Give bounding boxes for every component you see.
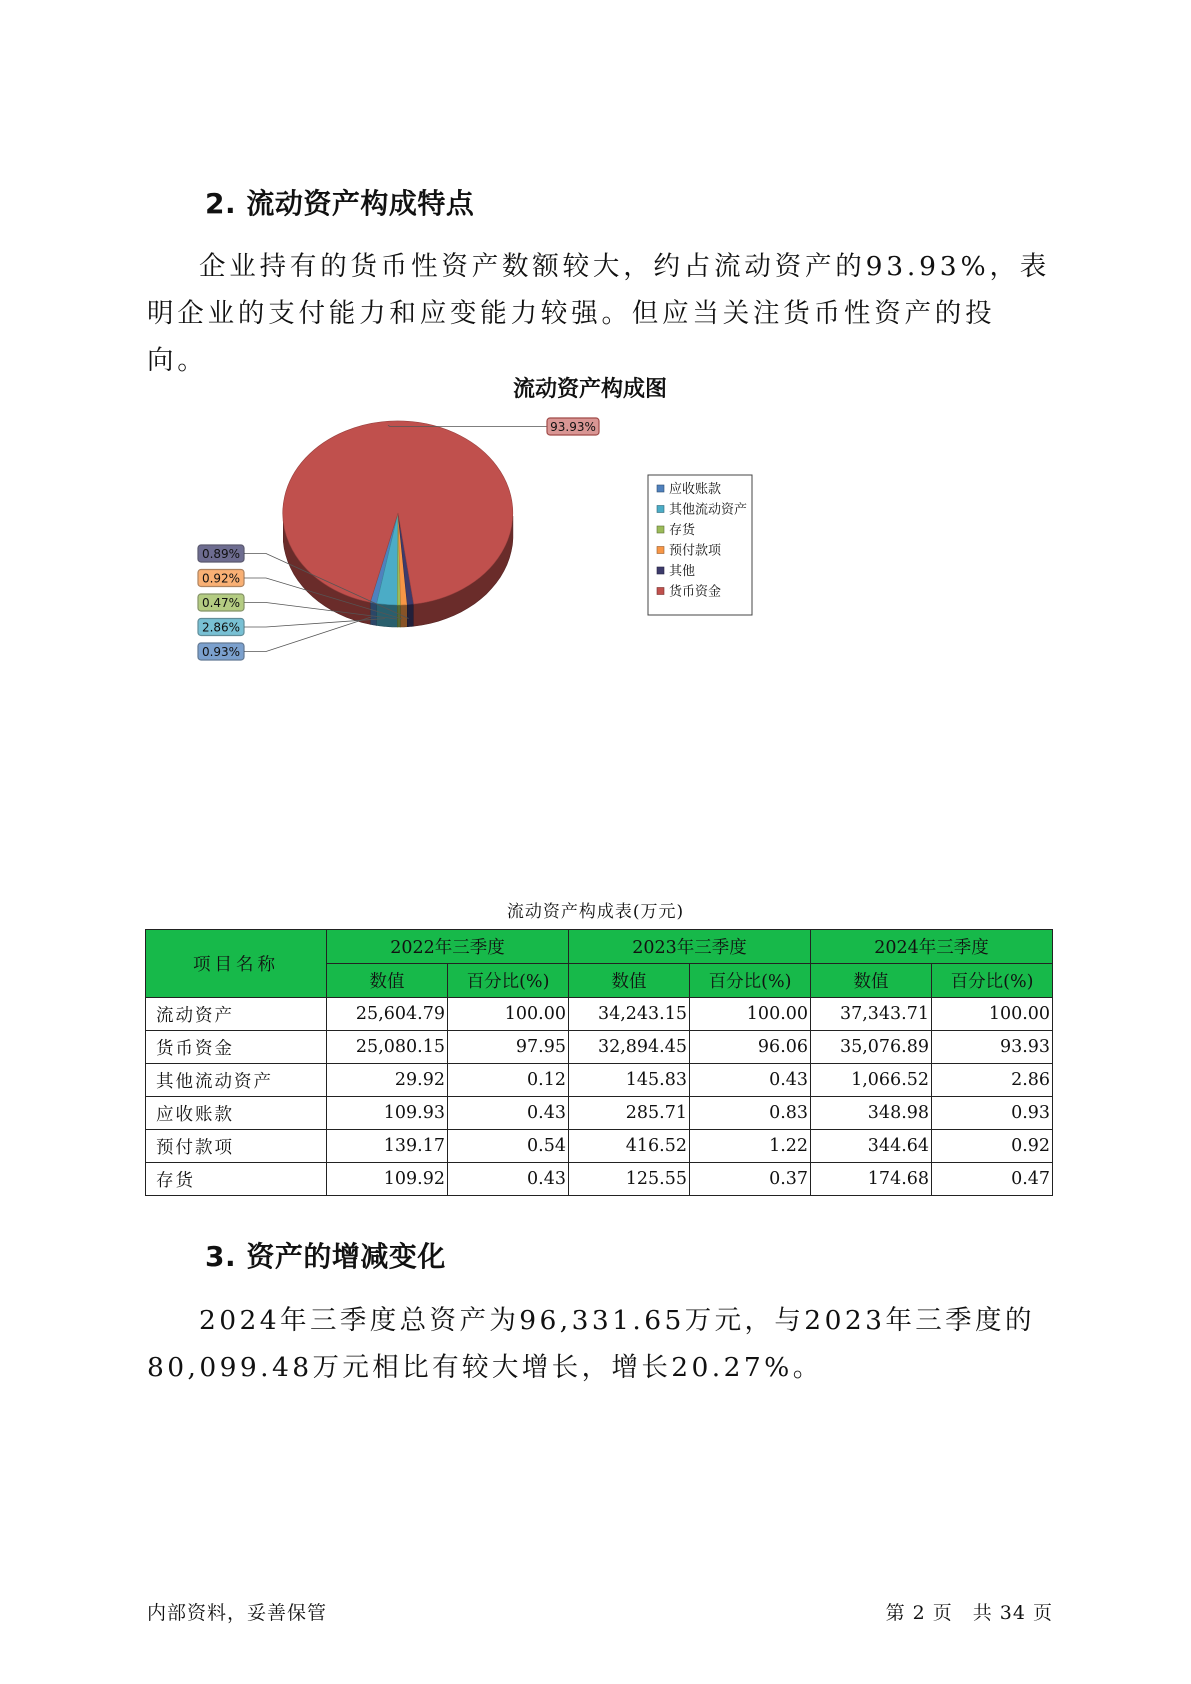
legend-swatch <box>657 588 664 595</box>
value-cell: 1,066.52 <box>811 1064 932 1097</box>
legend-swatch <box>657 526 664 533</box>
table-row <box>146 1031 1053 1064</box>
table-header-row <box>146 930 1053 964</box>
percent-cell: 0.37 <box>690 1163 811 1196</box>
data-label: 2.86% <box>201 620 241 635</box>
data-label: 93.93% <box>550 420 596 434</box>
value-cell: 285.71 <box>569 1097 690 1130</box>
pie-slice-side <box>407 604 413 627</box>
data-label: 0.92% <box>201 571 241 586</box>
percent-cell: 0.93 <box>932 1097 1053 1130</box>
value-cell: 344.64 <box>811 1130 932 1163</box>
percent-cell: 100.00 <box>448 998 569 1031</box>
value-header: 数值 <box>811 964 932 998</box>
value-cell: 35,076.89 <box>811 1031 932 1064</box>
row-item-name: 流动资产 <box>146 998 327 1031</box>
item-name-header: 项目名称 <box>146 930 327 998</box>
value-cell: 139.17 <box>327 1130 448 1163</box>
value-cell: 348.98 <box>811 1097 932 1130</box>
percent-cell: 0.47 <box>932 1163 1053 1196</box>
percent-header: 百分比(%) <box>690 964 811 998</box>
section-heading: 2. 流动资产构成特点 <box>205 187 475 220</box>
value-header: 数值 <box>569 964 690 998</box>
pie-slice-side <box>377 603 398 627</box>
table-row <box>146 1064 1053 1097</box>
label-leader-line <box>244 617 372 652</box>
legend-swatch <box>657 506 664 513</box>
percent-cell: 0.43 <box>448 1097 569 1130</box>
percent-cell: 0.12 <box>448 1064 569 1097</box>
legend-label: 存货 <box>669 523 696 538</box>
percent-cell: 0.43 <box>448 1163 569 1196</box>
period-header: 2024年三季度 <box>811 930 1053 964</box>
legend-label: 应收账款 <box>669 482 722 497</box>
table-row <box>146 1163 1053 1196</box>
value-cell: 25,604.79 <box>327 998 448 1031</box>
section-heading: 3. 资产的增减变化 <box>205 1240 446 1273</box>
footer-confidential-note: 内部资料，妥善保管 <box>147 1602 328 1624</box>
pie-chart <box>140 360 1040 780</box>
pie-slice-side <box>397 605 400 627</box>
value-cell: 125.55 <box>569 1163 690 1196</box>
percent-cell: 100.00 <box>690 998 811 1031</box>
legend-label: 货币资金 <box>669 584 722 600</box>
value-cell: 32,894.45 <box>569 1031 690 1064</box>
data-label: 0.47% <box>201 596 241 610</box>
value-cell: 174.68 <box>811 1163 932 1196</box>
percent-cell: 97.95 <box>448 1031 569 1064</box>
value-cell: 25,080.15 <box>327 1031 448 1064</box>
table-caption: 流动资产构成表(万元) <box>506 902 685 922</box>
period-header: 2023年三季度 <box>569 930 811 964</box>
legend-swatch <box>657 567 664 574</box>
percent-header: 百分比(%) <box>932 964 1053 998</box>
legend-label: 其他 <box>669 564 696 579</box>
value-cell: 145.83 <box>569 1064 690 1097</box>
legend-swatch <box>657 485 664 492</box>
table-row <box>146 1097 1053 1130</box>
row-item-name: 应收账款 <box>146 1097 327 1130</box>
value-cell: 29.92 <box>327 1064 448 1097</box>
legend-label: 预付款项 <box>669 543 722 559</box>
chart-title: 流动资产构成图 <box>512 377 667 402</box>
period-header: 2022年三季度 <box>327 930 569 964</box>
section-paragraph: 企业持有的货币性资产数额较大，约占流动资产的93.93%，表明企业的支付能力和应变能力较强。但应当关注货币性资产的投向。 <box>147 251 1051 376</box>
pie-slice-side <box>370 602 377 625</box>
legend-label: 其他流动资产 <box>669 502 748 518</box>
footer-page-number: 第 2 页 共 34 页 <box>885 1602 1053 1624</box>
percent-cell: 0.83 <box>690 1097 811 1130</box>
value-cell: 34,243.15 <box>569 998 690 1031</box>
table-row <box>146 1130 1053 1163</box>
data-label: 0.93% <box>201 645 241 659</box>
percent-cell: 93.93 <box>932 1031 1053 1064</box>
value-cell: 37,343.71 <box>811 998 932 1031</box>
value-cell: 109.93 <box>327 1097 448 1130</box>
legend-swatch <box>657 547 664 554</box>
row-item-name: 其他流动资产 <box>146 1064 327 1097</box>
value-cell: 416.52 <box>569 1130 690 1163</box>
value-header: 数值 <box>327 964 448 998</box>
table-row <box>146 998 1053 1031</box>
percent-cell: 2.86 <box>932 1064 1053 1097</box>
row-item-name: 预付款项 <box>146 1130 327 1163</box>
data-table <box>145 929 1053 1196</box>
percent-cell: 100.00 <box>932 998 1053 1031</box>
pie-slice-side <box>401 605 408 627</box>
row-item-name: 货币资金 <box>146 1031 327 1064</box>
percent-cell: 0.43 <box>690 1064 811 1097</box>
percent-header: 百分比(%) <box>448 964 569 998</box>
pie-chart-svg <box>140 360 1040 780</box>
row-item-name: 存货 <box>146 1163 327 1196</box>
percent-cell: 96.06 <box>690 1031 811 1064</box>
percent-cell: 0.54 <box>448 1130 569 1163</box>
percent-cell: 1.22 <box>690 1130 811 1163</box>
section-paragraph: 2024年三季度总资产为96,331.65万元，与2023年三季度的80,099.48万元相比有较大增长，增长20.27%。 <box>147 1305 1035 1383</box>
value-cell: 109.92 <box>327 1163 448 1196</box>
percent-cell: 0.92 <box>932 1130 1053 1163</box>
data-label: 0.89% <box>201 547 241 561</box>
